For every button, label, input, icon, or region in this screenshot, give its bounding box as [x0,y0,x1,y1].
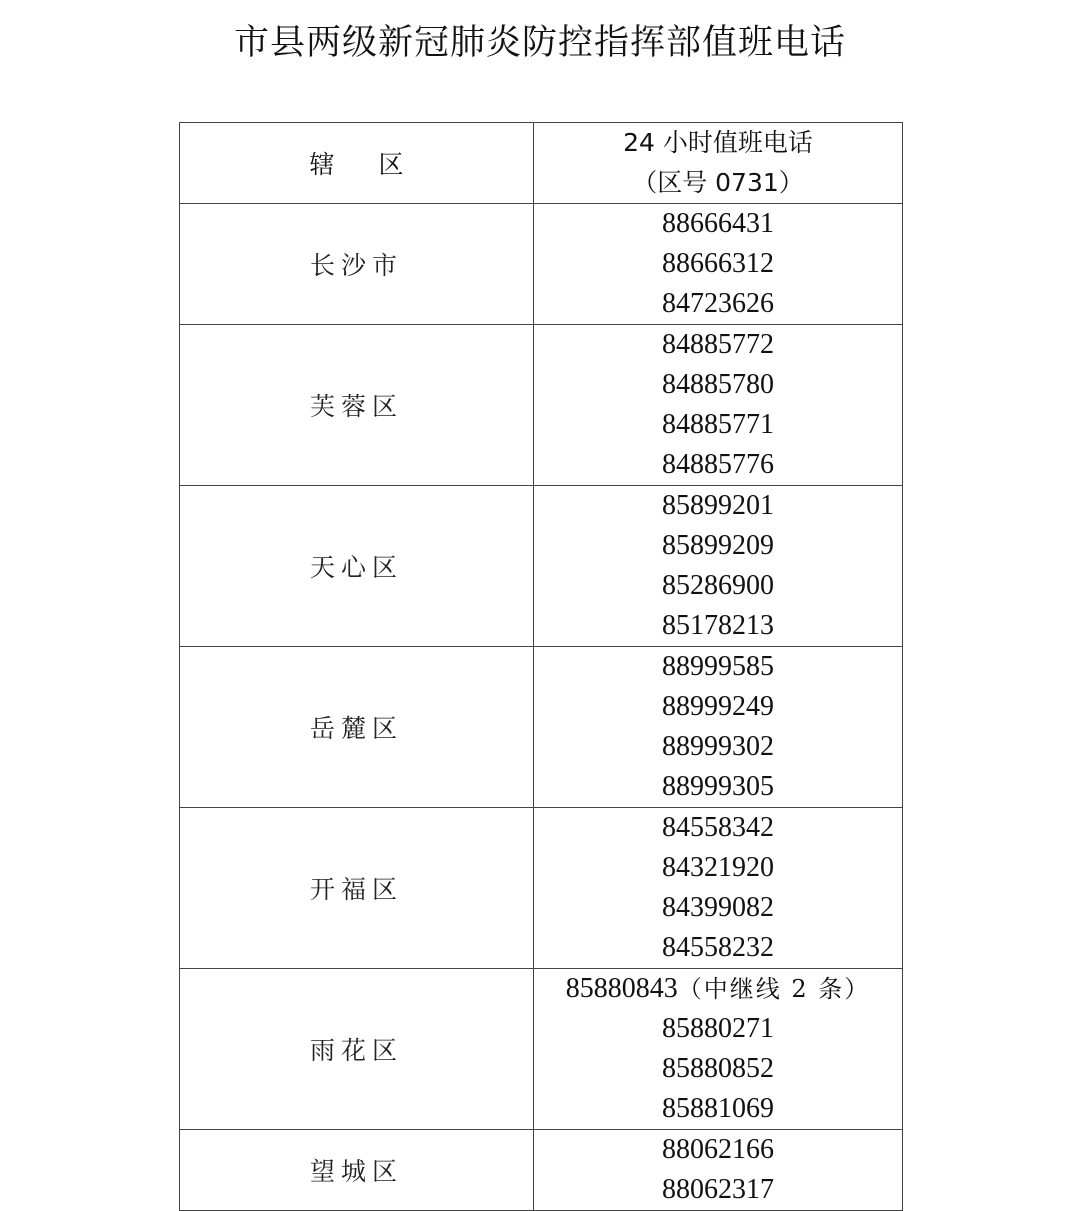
phone-number: 84885772 [662,329,774,360]
phone-number: 84885771 [662,409,774,440]
duty-phone-table [179,122,903,1211]
phone-number: 88999249 [662,691,774,722]
phone-cell [534,969,903,1130]
phone-number: 84321920 [662,852,774,883]
phone-number: 85880843 [565,973,678,1004]
district-cell: 长沙市 [180,204,534,325]
phone-cell [534,808,903,969]
header-district: 辖 区 [180,123,534,204]
header-phone [534,123,903,204]
table-row [180,808,903,969]
phone-number: 84558232 [662,932,774,963]
table-row [180,1130,903,1211]
district-cell: 芙蓉区 [180,325,534,486]
phone-cell [534,486,903,647]
phone-number: 88062166 [662,1134,774,1165]
table-row [180,204,903,325]
phone-number: 88999305 [662,771,774,802]
table-header-row [180,123,903,204]
phone-number: 85899201 [662,490,774,521]
phone-cell [534,1130,903,1211]
district-cell: 天心区 [180,486,534,647]
phone-number: 88999585 [662,651,774,682]
phone-number: 88666431 [662,208,774,239]
phone-number: 88999302 [662,731,774,762]
phone-number: 85899209 [662,530,774,561]
phone-number: 85286900 [662,570,774,601]
table-row [180,969,903,1130]
phone-number: 85880852 [662,1053,774,1084]
district-cell: 开福区 [180,808,534,969]
phone-number: 88666312 [662,248,774,279]
phone-number: 84885776 [662,449,774,480]
phone-cell [534,647,903,808]
district-cell: 岳麓区 [180,647,534,808]
phone-cell [534,325,903,486]
phone-cell [534,204,903,325]
table-row [180,325,903,486]
page-title: 市县两级新冠肺炎防控指挥部值班电话 [233,23,846,63]
phone-number: 85178213 [662,610,774,641]
table-row [180,486,903,647]
phone-number: 88062317 [662,1174,774,1205]
table-row [180,647,903,808]
phone-number: 84558342 [662,812,774,843]
header-phone-title: 24 小时值班电话 [623,128,813,157]
phone-number: 84399082 [662,892,774,923]
district-cell: 雨花区 [180,969,534,1130]
trunk-line-note: （中继线 2 条） [677,975,871,1003]
header-area-code: （区号 0731） [632,168,804,197]
phone-number: 85881069 [662,1093,774,1124]
phone-number: 84723626 [662,288,774,319]
phone-number: 84885780 [662,369,774,400]
phone-number-with-note [534,969,902,1009]
district-cell: 望城区 [180,1130,534,1211]
phone-number: 85880271 [662,1013,774,1044]
